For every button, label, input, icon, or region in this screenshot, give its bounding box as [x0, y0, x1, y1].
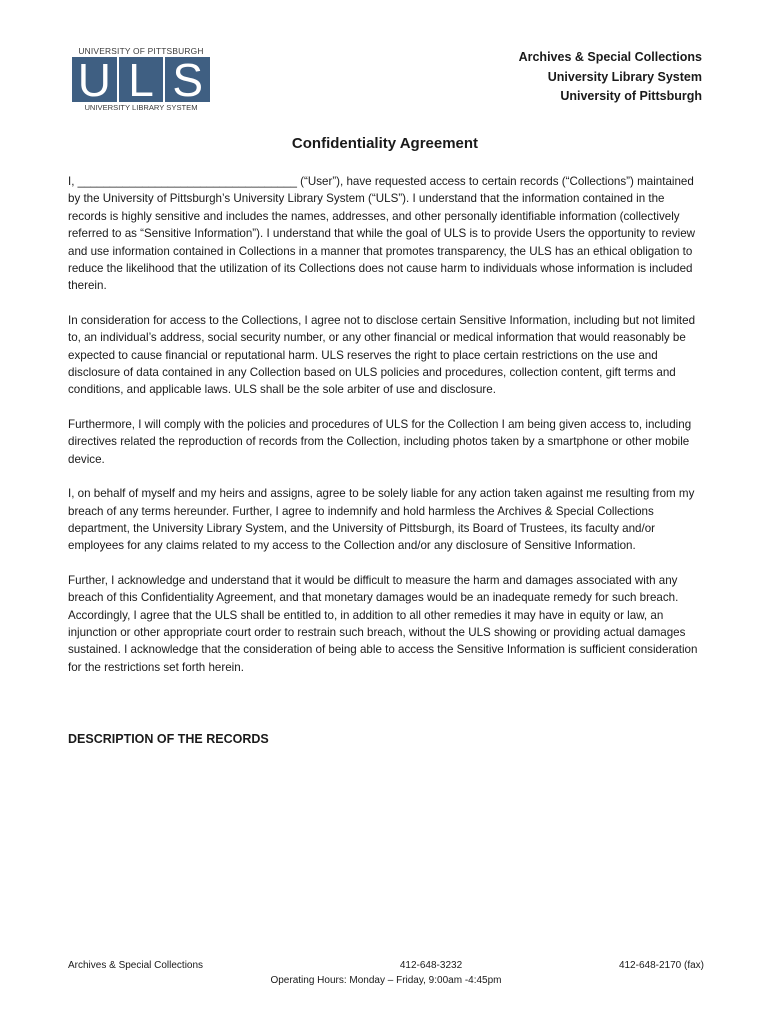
logo-letter-u: U: [72, 57, 117, 102]
logo-letter-l: L: [119, 57, 164, 102]
logo-letter-s: S: [165, 57, 210, 102]
paragraph-user-access: I, __________________________________ (“User”), have requested access to certain records (“Collections”) maintained by the University of Pittsburgh’s University Library System (“ULS”). I understand that the information contained in the records is highly sensitive and includes the names, addresses, and other personally identifiable information (collectively referred to as “Sensitive Information”). I understand that while the goal of ULS is to provide Users the opportunity to review and use information contained in Collections in a manner that promotes transparency, the ULS has an ethical obligation to reduce the likelihood that the utilization of its Collections does not cause harm to individuals whose information is included therein.: [68, 175, 696, 293]
footer-phone: 412-648-3232: [399, 960, 463, 971]
logo-letters: [72, 54, 210, 106]
footer-contact-row: [68, 958, 704, 973]
header-library-system: University Library System: [547, 69, 702, 84]
paragraph-remedies: Further, I acknowledge and understand that it would be difficult to measure the harm and damages associated with any breach of this Confidentiality Agreement, and that monetary damages would be an inadequate remedy for such breach. Accordingly, I agree that the ULS shall be entitled to, in addition to all other remedies it may have in equity or law, an injunction or other appropriate court order to restrain such breach, without the ULS showing or providing actual damages sustained. I acknowledge that the consideration of being able to access the Sensitive Information is sufficient consideration for the restrictions set forth herein.: [68, 573, 698, 674]
logo-bottom-text: UNIVERSITY LIBRARY SYSTEM: [84, 103, 198, 112]
footer-fax: 412-648-2170 (fax): [618, 960, 704, 971]
paragraph-compliance: Furthermore, I will comply with the policies and procedures of ULS for the Collection I am being given access to, including directives related the reproduction of records from the Collection, including photos taken by a smartphone or other mobile device.: [68, 417, 692, 466]
records-description-heading: DESCRIPTION OF THE RECORDS: [68, 732, 269, 746]
page-footer: [68, 958, 704, 988]
footer-department: Archives & Special Collections: [68, 960, 204, 971]
uls-logo: [72, 46, 210, 113]
logo-top-text: UNIVERSITY OF PITTSBURGH: [78, 46, 204, 56]
paragraph-liability: I, on behalf of myself and my heirs and assigns, agree to be solely liable for any action taken against me resulting from my breach of any terms hereunder. Further, I agree to indemnify and hold harmless the Archives & Special Collections department, the University Library System, and the University of Pittsburgh, its Board of Trustees, its faculty and/or employees for any claims related to my access to the Collection and/or any disclosure of Sensitive Information.: [68, 487, 695, 553]
organization-header: [519, 48, 702, 107]
header-university: University of Pittsburgh: [560, 89, 702, 103]
header-department: Archives & Special Collections: [518, 50, 702, 64]
document-title: Confidentiality Agreement: [291, 135, 479, 152]
agreement-body: [68, 173, 704, 693]
paragraph-consideration: In consideration for access to the Collections, I agree not to disclose certain Sensitive Information, including but not limited to, an individual’s address, social security number, or any other financial or medical information that would reasonably be expected to cause financial or reputational harm. ULS reserves the right to place certain restrictions on the use and disclosure of data contained in any Collection based on ULS policies and procedures, collection content, gift terms and conditions, and applicable laws. ULS shall be the sole arbiter of use and disclosure.: [68, 313, 696, 397]
footer-hours: Operating Hours: Monday – Friday, 9:00am -4:45pm: [270, 975, 502, 986]
